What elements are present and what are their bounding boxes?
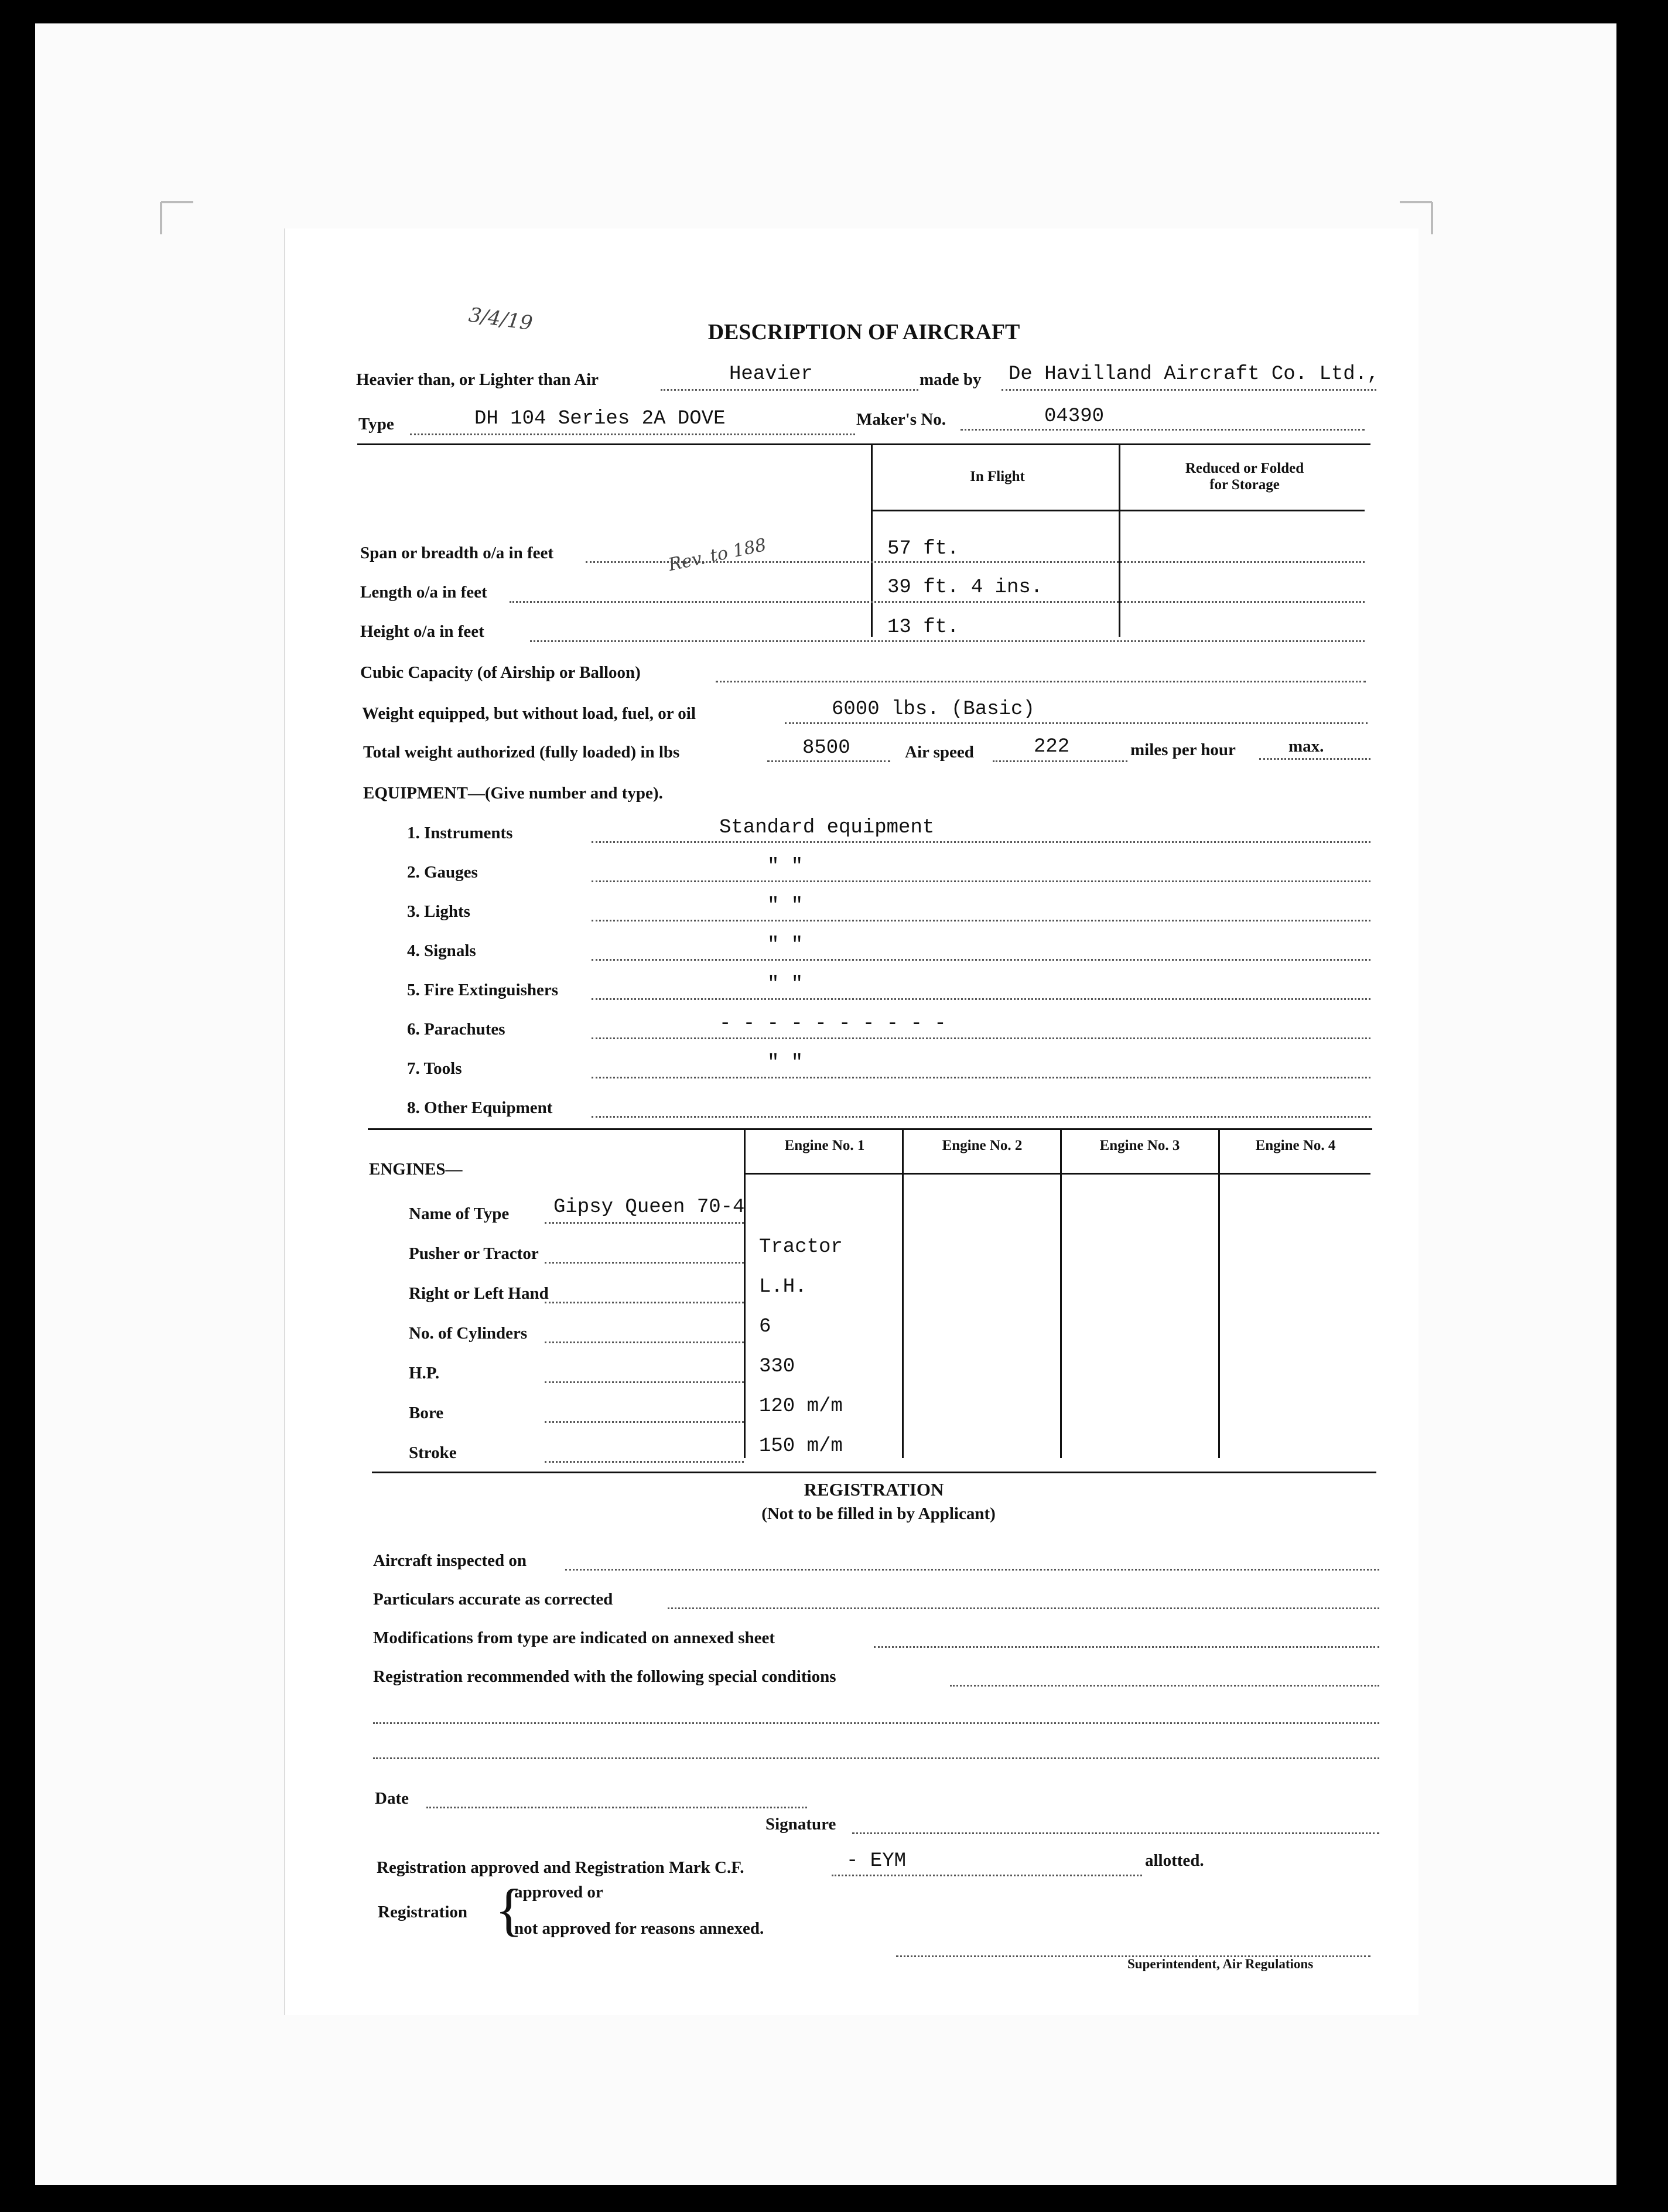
- makers-no-line: [961, 429, 1365, 431]
- engines-divider-1: [902, 1128, 904, 1458]
- engine-row-line: [545, 1262, 744, 1264]
- mph-label: miles per hour: [1130, 740, 1236, 759]
- approved-or-label: approved or: [514, 1883, 603, 1902]
- engine-column-header: Engine No. 4: [1255, 1138, 1336, 1153]
- conditions-line-2[interactable]: [373, 1757, 1379, 1759]
- registration-mark-value[interactable]: - EYM: [846, 1850, 907, 1872]
- engine-column-header: Engine No. 2: [942, 1138, 1023, 1153]
- mph-line: [1259, 758, 1370, 760]
- cubic-capacity-label: Cubic Capacity (of Airship or Balloon): [360, 663, 641, 682]
- heavier-label: Heavier than, or Lighter than Air: [356, 370, 599, 389]
- registration-heading: REGISTRATION: [804, 1479, 944, 1500]
- total-weight-label: Total weight authorized (fully loaded) in lbs: [363, 743, 680, 762]
- mark-line: [832, 1875, 1142, 1876]
- engine-row-line: [545, 1302, 744, 1303]
- height-label: Height o/a in feet: [360, 622, 484, 641]
- engine-row-label: No. of Cylinders: [409, 1324, 528, 1343]
- length-value[interactable]: 39 ft. 4 ins.: [887, 576, 1043, 599]
- date-label: Date: [375, 1789, 409, 1808]
- equipment-item-line: [592, 998, 1370, 1000]
- recommended-label: Registration recommended with the following special conditions: [373, 1667, 836, 1686]
- made-by-label: made by: [920, 370, 982, 389]
- makers-no-label: Maker's No.: [856, 410, 946, 429]
- engine-row-line: [545, 1461, 744, 1463]
- makers-no-value[interactable]: 04390: [1044, 405, 1105, 428]
- engine-row-line: [545, 1421, 744, 1423]
- engines-bottom-rule: [372, 1472, 1376, 1473]
- engine-row-value[interactable]: 330: [759, 1356, 795, 1378]
- signature-label: Signature: [765, 1815, 836, 1834]
- modifications-line[interactable]: [874, 1646, 1379, 1648]
- bracket-glyph: {: [495, 1877, 523, 1942]
- handwritten-date-note: 3/4/19: [467, 303, 534, 336]
- type-label: Type: [358, 415, 394, 433]
- col-in-flight: In Flight: [970, 469, 1025, 484]
- equipment-item-line: [592, 959, 1370, 961]
- engine-row-label: Pusher or Tractor: [409, 1244, 539, 1263]
- span-value[interactable]: 57 ft.: [887, 538, 959, 560]
- made-by-line: [1002, 389, 1376, 391]
- dimensions-top-rule: [357, 443, 1370, 445]
- engine-row-label: H.P.: [409, 1364, 440, 1383]
- engines-header-rule: [744, 1173, 1370, 1175]
- max-value[interactable]: max.: [1288, 737, 1324, 756]
- equipment-item-label: 3. Lights: [407, 902, 470, 921]
- airspeed-label: Air speed: [905, 743, 974, 762]
- engine-row-value[interactable]: Tractor: [759, 1236, 843, 1258]
- equipment-item-label: 5. Fire Extinguishers: [407, 981, 559, 999]
- engine-row-label: Name of Type: [409, 1204, 510, 1223]
- dimensions-header-rule: [873, 510, 1365, 511]
- engine-column-header: Engine No. 1: [784, 1138, 865, 1153]
- aircraft-description-form: [284, 228, 1419, 2015]
- registration-label: Registration: [378, 1903, 468, 1921]
- inspected-line[interactable]: [565, 1569, 1379, 1571]
- engine-row-label: Bore: [409, 1404, 444, 1422]
- engines-divider-3: [1218, 1128, 1220, 1458]
- equipment-item-value[interactable]: " ": [767, 856, 804, 878]
- weight-equipped-label: Weight equipped, but without load, fuel, or oil: [362, 704, 696, 723]
- conditions-line-1[interactable]: [373, 1722, 1379, 1724]
- recommended-line[interactable]: [950, 1685, 1379, 1687]
- signature-line[interactable]: [852, 1832, 1379, 1834]
- equipment-item-value[interactable]: " ": [767, 934, 804, 957]
- height-line: [530, 640, 1365, 642]
- equipment-item-label: 2. Gauges: [407, 863, 478, 882]
- date-line[interactable]: [426, 1807, 807, 1808]
- equipment-item-label: 6. Parachutes: [407, 1020, 505, 1039]
- equipment-item-label: 4. Signals: [407, 941, 476, 960]
- engine-row-value[interactable]: Gipsy Queen 70-4: [553, 1196, 745, 1218]
- equipment-item-line: [592, 1116, 1370, 1118]
- engine-row-line: [545, 1341, 744, 1343]
- weight-equipped-value[interactable]: 6000 lbs. (Basic): [832, 698, 1035, 721]
- col-for-storage: for Storage: [1209, 477, 1280, 493]
- inspected-label: Aircraft inspected on: [373, 1551, 527, 1570]
- dimensions-divider-2: [1119, 443, 1120, 637]
- engine-row-value[interactable]: 6: [759, 1316, 771, 1338]
- weight-equipped-line: [785, 722, 1368, 724]
- height-value[interactable]: 13 ft.: [887, 616, 959, 639]
- col-reduced-folded: Reduced or Folded: [1185, 460, 1304, 476]
- not-approved-label: not approved for reasons annexed.: [514, 1919, 764, 1938]
- equipment-item-value[interactable]: - - - - - - - - - -: [719, 1013, 946, 1035]
- heavier-value[interactable]: Heavier: [729, 363, 813, 385]
- span-label: Span or breadth o/a in feet: [360, 544, 554, 562]
- heavier-line: [661, 389, 918, 391]
- engine-column-header: Engine No. 3: [1099, 1138, 1180, 1153]
- equipment-item-value[interactable]: " ": [767, 895, 804, 917]
- engine-row-line: [545, 1222, 744, 1224]
- equipment-heading: EQUIPMENT—(Give number and type).: [363, 784, 663, 803]
- airspeed-line: [993, 760, 1127, 762]
- equipment-item-value[interactable]: " ": [767, 974, 804, 996]
- engines-heading: ENGINES—: [369, 1160, 463, 1179]
- modifications-label: Modifications from type are indicated on annexed sheet: [373, 1629, 775, 1647]
- equipment-item-line: [592, 841, 1370, 843]
- particulars-line[interactable]: [668, 1607, 1379, 1609]
- equipment-item-line: [592, 1077, 1370, 1078]
- equipment-item-value[interactable]: " ": [767, 1052, 804, 1074]
- engine-row-line: [545, 1381, 744, 1383]
- equipment-item-label: 7. Tools: [407, 1059, 462, 1078]
- form-title: DESCRIPTION OF AIRCRAFT: [707, 320, 1020, 344]
- made-by-value[interactable]: De Havilland Aircraft Co. Ltd.,: [1009, 363, 1379, 385]
- total-weight-value[interactable]: 8500: [802, 737, 850, 759]
- crop-mark-top-left: [158, 199, 193, 234]
- engines-top-rule: [368, 1128, 1372, 1130]
- equipment-item-label: 1. Instruments: [407, 824, 513, 842]
- engines-divider-2: [1060, 1128, 1062, 1458]
- superintendent-label: Superintendent, Air Regulations: [1127, 1957, 1314, 1971]
- equipment-item-value[interactable]: Standard equipment: [719, 817, 935, 839]
- equipment-item-line: [592, 1037, 1370, 1039]
- engine-row-value[interactable]: 150 m/m: [759, 1435, 843, 1457]
- engine-row-label: Right or Left Hand: [409, 1284, 549, 1303]
- type-line: [410, 433, 855, 435]
- dimensions-divider-1: [871, 443, 873, 637]
- type-value[interactable]: DH 104 Series 2A DOVE: [474, 408, 726, 430]
- approved-mark-label: Registration approved and Registration Mark C.F.: [377, 1858, 744, 1877]
- equipment-item-line: [592, 920, 1370, 921]
- particulars-label: Particulars accurate as corrected: [373, 1590, 613, 1609]
- registration-subheading: (Not to be filled in by Applicant): [761, 1504, 996, 1523]
- equipment-item-label: 8. Other Equipment: [407, 1098, 553, 1117]
- handwritten-margin-note: Rev. to 188: [666, 534, 768, 576]
- engine-row-value[interactable]: 120 m/m: [759, 1395, 843, 1418]
- equipment-item-line: [592, 880, 1370, 882]
- total-weight-line: [767, 760, 890, 762]
- airspeed-value[interactable]: 222: [1034, 736, 1070, 758]
- length-line: [510, 601, 1365, 603]
- allotted-label: allotted.: [1145, 1851, 1204, 1870]
- length-label: Length o/a in feet: [360, 583, 487, 602]
- engines-divider-label: [744, 1128, 746, 1458]
- cubic-capacity-line: [716, 681, 1366, 682]
- engine-row-label: Stroke: [409, 1443, 457, 1462]
- engine-row-value[interactable]: L.H.: [759, 1276, 807, 1298]
